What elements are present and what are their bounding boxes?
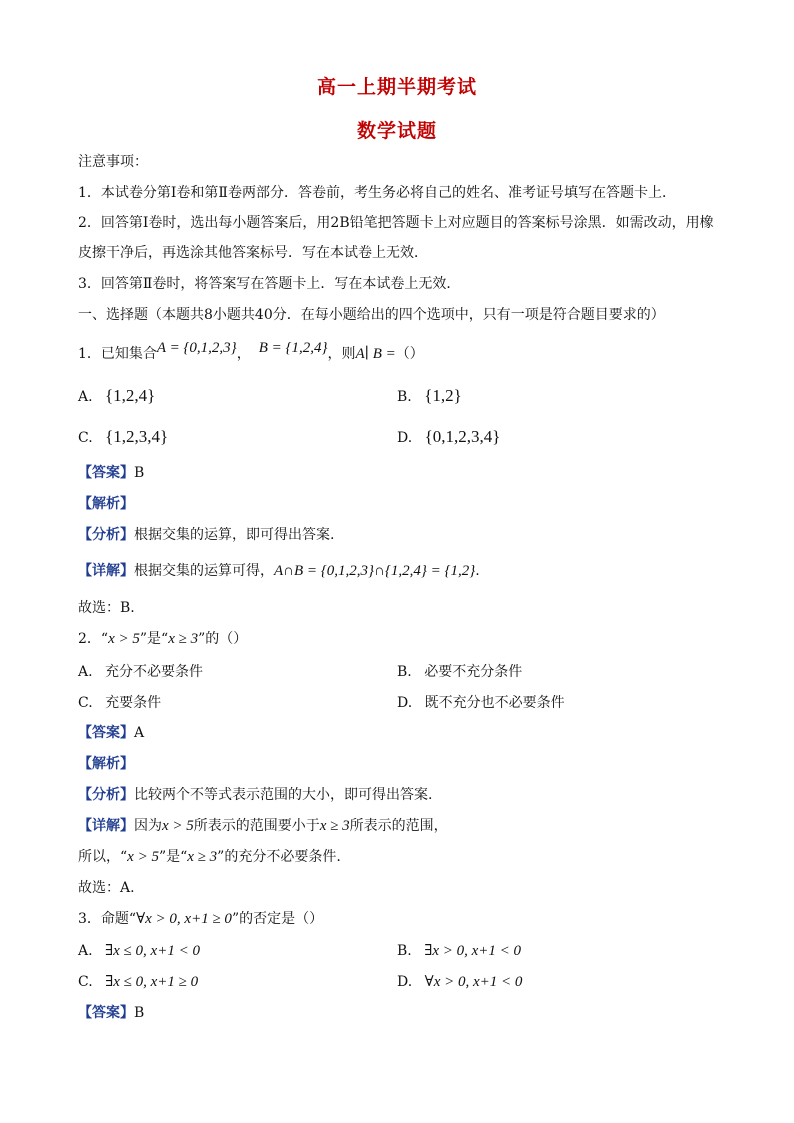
q1-option-c: C. {1,2,3,4}: [78, 427, 169, 446]
q1-paren: （）: [395, 346, 424, 362]
notice-item-2-cont: 皮擦干净后，再选涂其他答案标号．写在本试卷上无效．: [78, 245, 428, 261]
q2-option-b: B. 必要不充分条件: [397, 664, 523, 680]
notice-item-2: 2．回答第Ⅰ卷时，选出每小题答案后，用2B铅笔把答题卡上对应题目的答案标号涂黑．如需改动，用橡: [78, 215, 714, 231]
q2-xiangjie: 【详解】因为x > 5所表示的范围要小于x ≥ 3所表示的范围，: [78, 818, 448, 834]
q2-option-c: C. 充要条件: [78, 695, 162, 711]
q1-sep: ，: [236, 346, 251, 362]
q1-options-row-1: [78, 386, 718, 406]
q2-option-d: D. 既不充分也不必要条件: [397, 695, 565, 711]
notice-heading: 注意事项：: [78, 154, 148, 170]
q1-option-b: B. {1,2}: [397, 386, 462, 405]
q1-gu: 故选：B.: [78, 600, 135, 616]
q3-options-row-1: [78, 941, 718, 961]
notice-item-3: 3．回答第Ⅱ卷时，将答案写在答题卡上．写在本试卷上无效．: [78, 276, 461, 292]
q3-option-c: C. ∃x ≤ 0, x+1 ≥ 0: [78, 974, 199, 990]
question-2-stem: 2．“x > 5”是“x ≥ 3”的（）: [78, 631, 248, 647]
q1-answer: 【答案】B: [78, 465, 145, 481]
q1-expr: A∣ B =: [355, 346, 396, 362]
q3-options-row-2: [78, 972, 718, 992]
q1-fenxi: 【分析】根据交集的运算，即可得出答案.: [78, 527, 335, 543]
question-1-stem: [78, 340, 424, 363]
q2-fenxi: 【分析】比较两个不等式表示范围的大小，即可得出答案.: [78, 787, 433, 803]
notice-item-1: 1．本试卷分第Ⅰ卷和第Ⅱ卷两部分．答卷前，考生务必将自己的姓名、准考证号填写在答题卡上．: [78, 185, 676, 201]
q1-option-d: D. {0,1,2,3,4}: [397, 427, 501, 446]
q2-options-row-1: [78, 661, 718, 681]
q2-so: 所以，“x > 5”是“x ≥ 3”的充分不必要条件.: [78, 849, 341, 865]
q3-answer: 【答案】B: [78, 1005, 145, 1021]
q3-option-d: D. ∀x > 0, x+1 < 0: [397, 974, 523, 990]
q2-analysis-head: 【解析】: [78, 756, 134, 772]
q1-then: ，则: [327, 346, 356, 362]
q3-option-a: A. ∃x ≤ 0, x+1 < 0: [78, 943, 200, 959]
section-heading: 一、选择题（本题共8小题共40分．在每小题给出的四个选项中，只有一项是符合题目要求的）: [78, 307, 665, 323]
q2-option-a: A. 充分不必要条件: [78, 664, 204, 680]
q1-xiangjie: 【详解】根据交集的运算可得，A∩B = {0,1,2,3}∩{1,2,4} = {1,2}.: [78, 563, 480, 579]
exam-subtitle: 数学试题: [356, 120, 437, 142]
q2-answer: 【答案】A: [78, 725, 145, 741]
q1-prefix: 1．已知集合: [78, 346, 157, 362]
question-3-stem: 3．命题“∀x > 0, x+1 ≥ 0”的否定是（）: [78, 911, 324, 927]
q2-gu: 故选：A.: [78, 880, 135, 896]
q1-analysis-head: 【解析】: [78, 496, 134, 512]
q1-option-a: A. {1,2,4}: [78, 386, 156, 405]
q2-options-row-2: [78, 692, 718, 712]
q3-option-b: B. ∃x > 0, x+1 < 0: [397, 943, 522, 959]
exam-title: 高一上期半期考试: [316, 76, 477, 98]
q1-set-a: A = {0,1,2,3}: [156, 340, 237, 356]
q1-options-row-2: [78, 427, 718, 447]
q1-set-b: B = {1,2,4}: [258, 340, 328, 356]
